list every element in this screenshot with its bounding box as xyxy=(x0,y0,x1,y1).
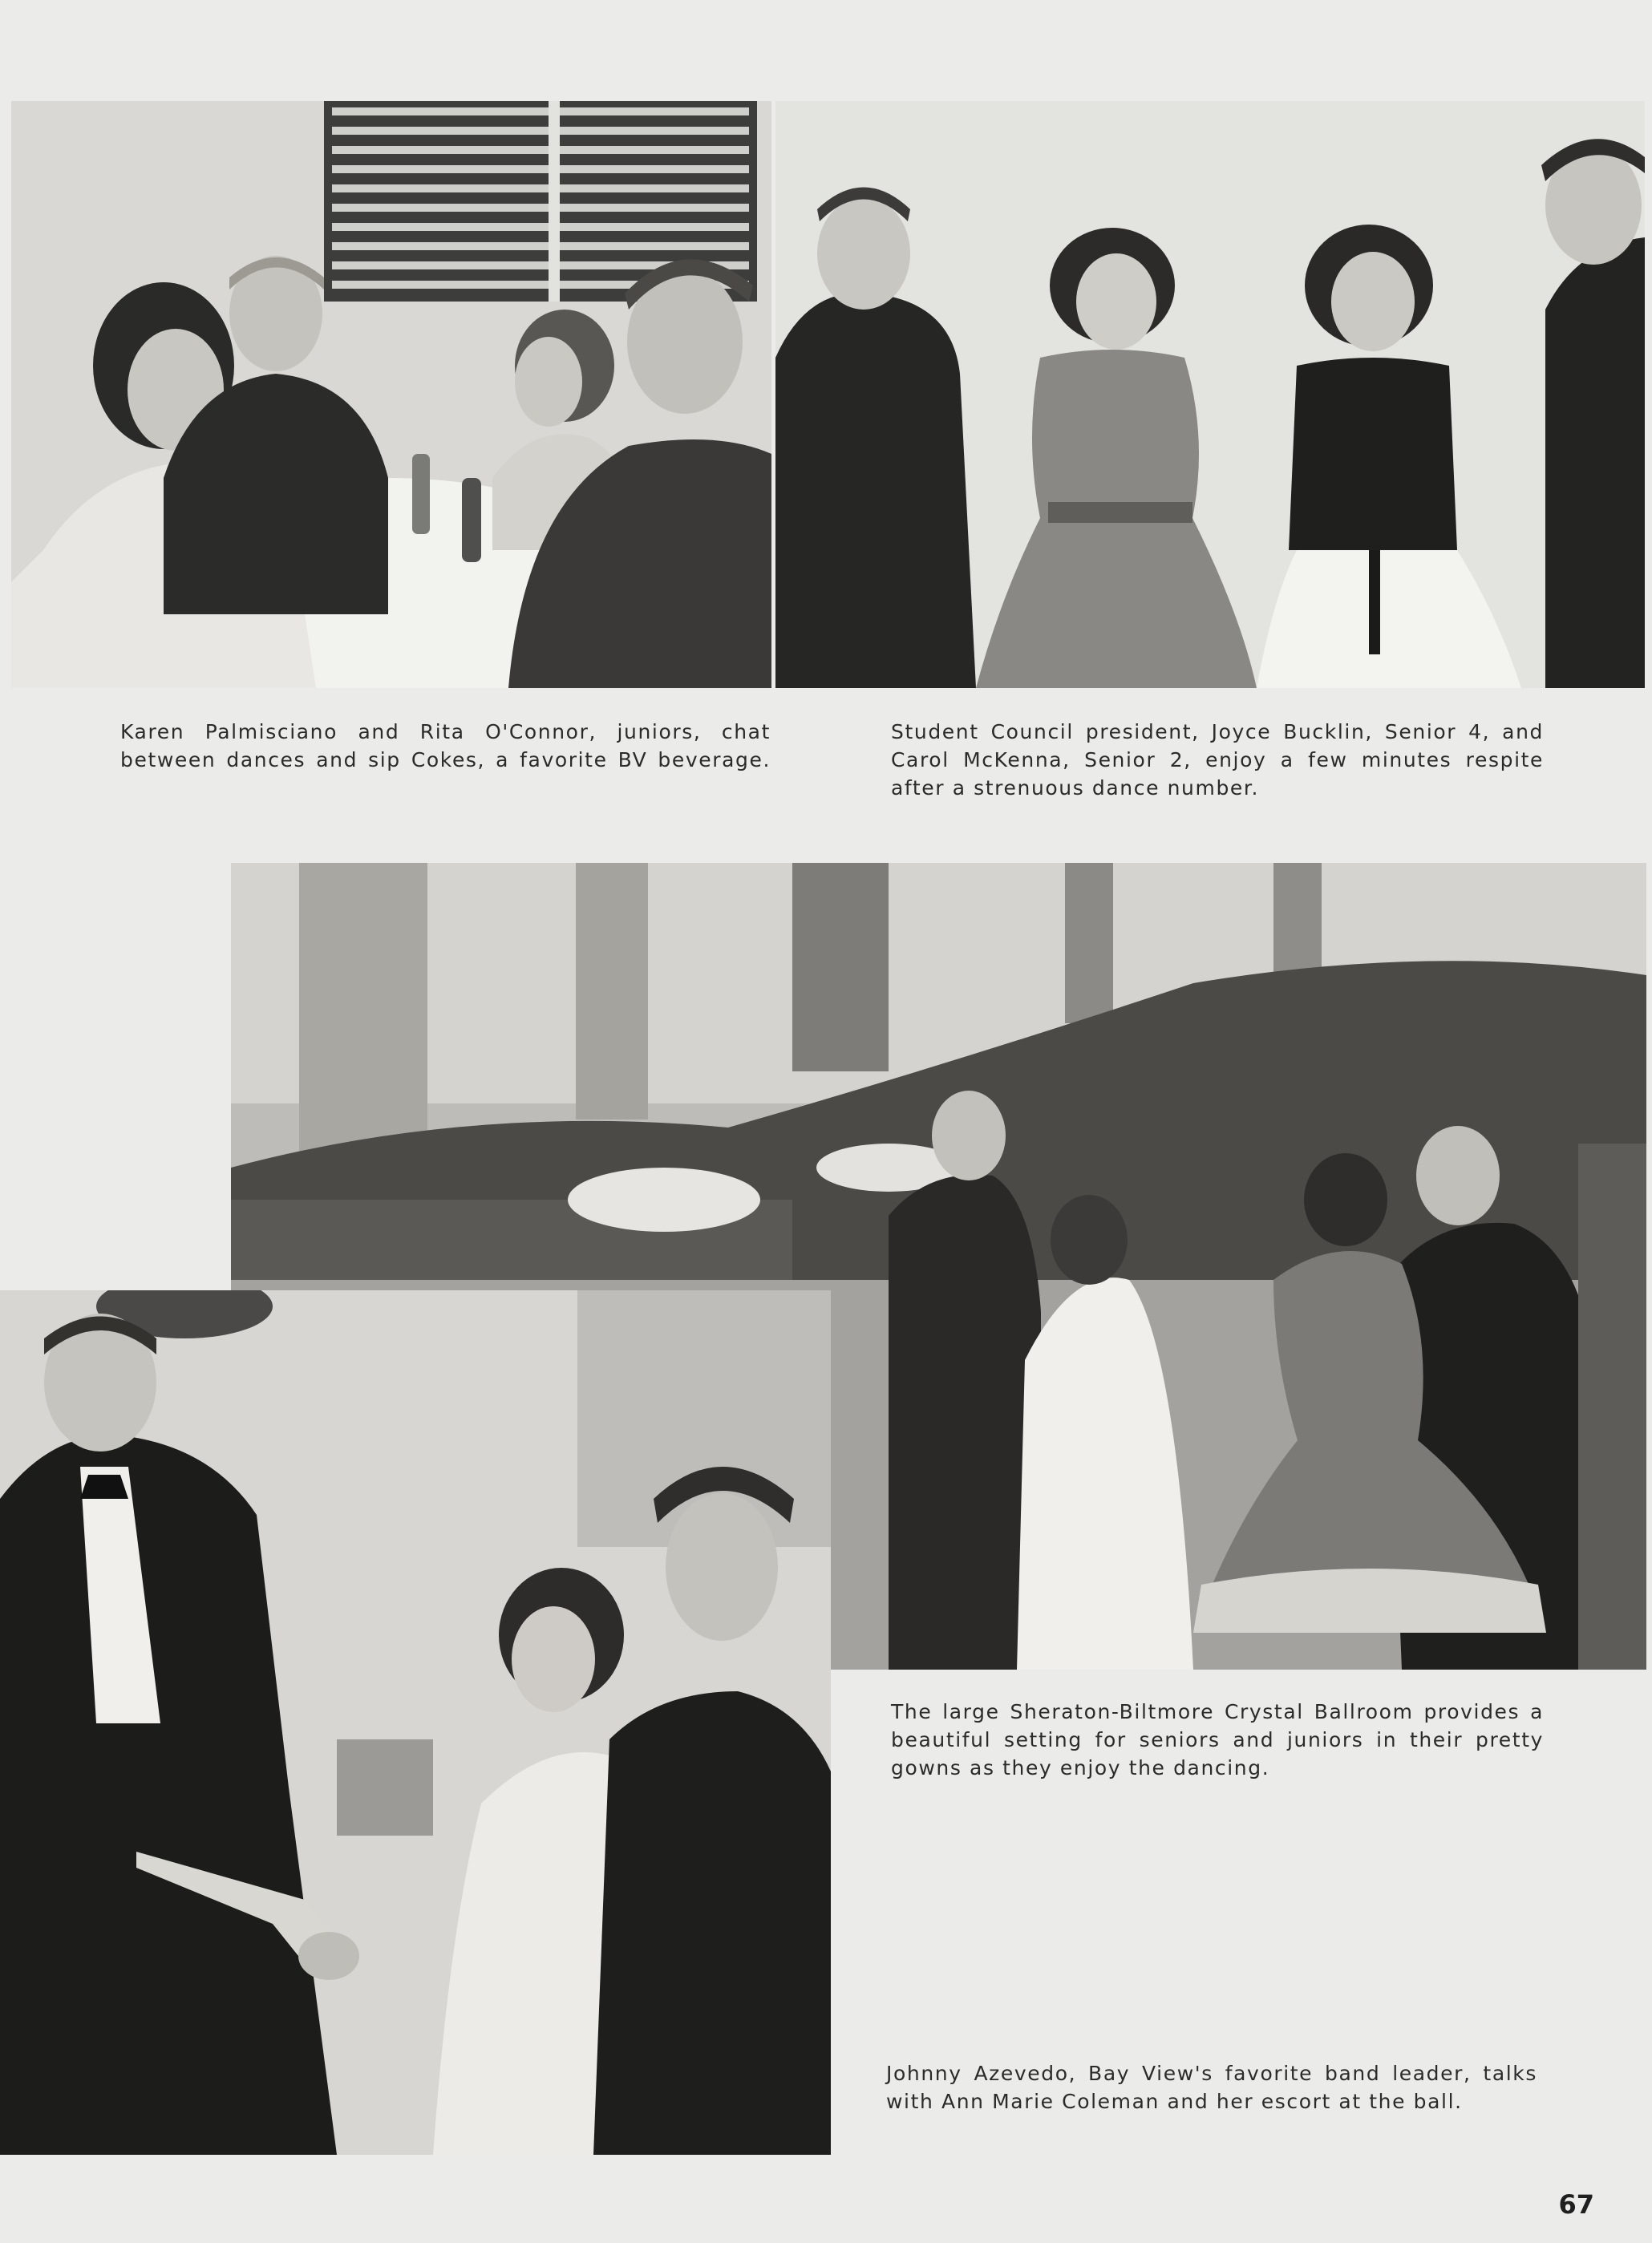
caption-cokes xyxy=(120,718,771,774)
page-number: 67 xyxy=(1558,2189,1594,2220)
caption-ballroom xyxy=(891,1698,1544,1782)
caption-cokes-text: Karen Palmisciano and Rita O'Connor, juniors, chat between dances and sip Cokes, a favorite BV beverage. xyxy=(120,720,771,771)
caption-ballroom-text: The large Sheraton-Biltmore Crystal Ballroom provides a beautiful setting for seniors and juniors in their pretty gowns as they enjoy the dancing. xyxy=(891,1700,1544,1779)
photo-couples-at-table xyxy=(11,101,771,688)
caption-band-leader-text: Johnny Azevedo, Bay View's favorite band leader, talks with Ann Marie Coleman and her escort at the ball. xyxy=(886,2062,1537,2113)
caption-student-council xyxy=(891,718,1544,802)
photo-band-leader xyxy=(0,1290,831,2155)
caption-student-council-text: Student Council president, Joyce Bucklin, Senior 4, and Carol McKenna, Senior 2, enjoy a few minutes respite after a strenuous dance number. xyxy=(891,720,1544,800)
photo-student-council-group xyxy=(775,101,1645,688)
caption-band-leader xyxy=(886,2059,1537,2115)
